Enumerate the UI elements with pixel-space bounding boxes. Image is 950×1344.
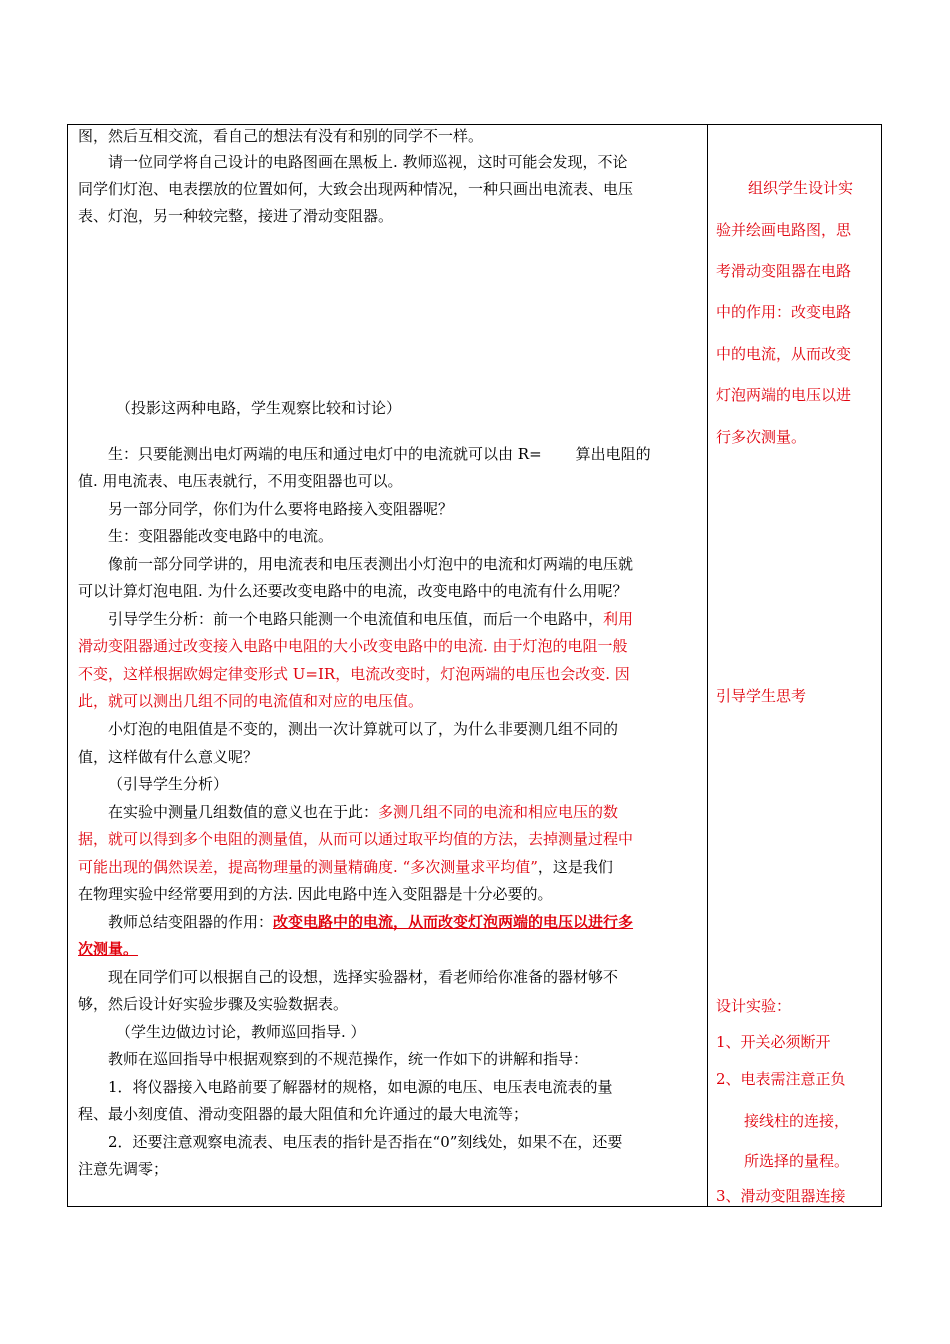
text-segment: 教师总结变阻器的作用： [108, 913, 274, 931]
emphasis-segment: 改变电路中的电流，从而改变灯泡两端的电压以进行多 [273, 913, 634, 931]
text-line: 1．将仪器接入电路前要了解器材的规格，如电源的电压、电压表电流表的量 [108, 1078, 613, 1096]
note-line: 所选择的量程。 [744, 1152, 850, 1170]
text-line [108, 608, 633, 629]
highlight-line: 此，就可以测出几组不同的电流值和对应的电压值。 [78, 692, 424, 710]
text-line: 另一部分同学，你们为什么要将电路接入变阻器呢？ [108, 500, 454, 518]
text-segment: 引导学生分析：前一个电路只能测一个电流值和电压值，而后一个电路中， [108, 610, 604, 628]
column-divider [707, 125, 708, 1206]
emphasis-line: 次测量。 [78, 940, 139, 958]
text-line: 程、最小刻度值、滑动变阻器的最大阻值和允许通过的最大电流等； [78, 1105, 529, 1123]
text-line: 在物理实验中经常要用到的方法. 因此电路中连入变阻器是十分必要的。 [78, 885, 553, 903]
note-line: 验并绘画电路图，思 [716, 221, 852, 239]
text-line: 图，然后互相交流，看自己的想法有没有和别的同学不一样。 [78, 127, 484, 145]
note-line: 中的电流，从而改变 [716, 345, 852, 363]
text-line [108, 443, 651, 464]
text-segment: 算出电阻的 [575, 445, 651, 463]
text-line: （学生边做边讨论，教师巡回指导. ） [116, 1023, 366, 1041]
text-line: 够，然后设计好实验步骤及实验数据表。 [78, 995, 349, 1013]
text-line: 2．还要注意观察电流表、电压表的指针是否指在“0”刻线处，如果不在，还要 [108, 1133, 623, 1151]
note-line: 设计实验： [716, 997, 792, 1015]
text-line: 生：变阻器能改变电路中的电流。 [108, 527, 334, 545]
text-line [78, 856, 613, 877]
note-line: 接线柱的连接， [744, 1112, 850, 1130]
highlight-line: 滑动变阻器通过改变接入电路中电阻的大小改变电路中的电流. 由于灯泡的电阻一般 [78, 637, 628, 655]
text-line: 表、灯泡，另一种较完整，接进了滑动变阻器。 [78, 207, 394, 225]
text-line: （投影这两种电路，学生观察比较和讨论） [116, 399, 402, 417]
text-line: 可以计算灯泡电阻. 为什么还要改变电路中的电流，改变电路中的电流有什么用呢？ [78, 582, 628, 600]
note-line: 行多次测量。 [716, 428, 807, 446]
text-line: 值，这样做有什么意义呢？ [78, 748, 259, 766]
text-line: 小灯泡的电阻值是不变的，测出一次计算就可以了，为什么非要测几组不同的 [108, 720, 619, 738]
highlight-line: 据，就可以得到多个电阻的测量值，从而可以通过取平均值的方法，去掉测量过程中 [78, 830, 634, 848]
note-line: 考滑动变阻器在电路 [716, 262, 852, 280]
lesson-table [67, 124, 882, 1207]
note-line: 1、开关必须断开 [716, 1033, 831, 1051]
text-line: 值. 用电流表、电压表就行，不用变阻器也可以。 [78, 472, 403, 490]
note-line: 引导学生思考 [716, 687, 807, 705]
highlight-segment: 多测几组不同的电流和相应电压的数 [378, 803, 619, 821]
highlight-segment: 利用 [603, 610, 634, 628]
text-segment: 生：只要能测出电灯两端的电压和通过电灯中的电流就可以由 R= [108, 445, 542, 463]
text-line: 同学们灯泡、电表摆放的位置如何，大致会出现两种情况，一种只画出电流表、电压 [78, 180, 634, 198]
text-line [108, 801, 618, 822]
text-line: 请一位同学将自己设计的电路图画在黑板上. 教师巡视，这时可能会发现，不论 [108, 153, 628, 171]
text-segment: ，这是我们 [537, 858, 613, 876]
text-line: 现在同学们可以根据自己的设想，选择实验器材，看老师给你准备的器材够不 [108, 968, 619, 986]
highlight-segment: 可能出现的偶然误差，提高物理量的测量精确度. “多次测量求平均值” [78, 858, 538, 876]
note-line: 组织学生设计实 [748, 179, 854, 197]
text-line: 注意先调零； [78, 1160, 169, 1178]
text-segment: 在实验中测量几组数值的意义也在于此： [108, 803, 379, 821]
note-line: 3、滑动变阻器连接 [716, 1187, 846, 1205]
text-line: （引导学生分析） [108, 775, 229, 793]
note-line: 2、电表需注意正负 [716, 1070, 846, 1088]
highlight-line: 不变，这样根据欧姆定律变形式 U=IR，电流改变时，灯泡两端的电压也会改变. 因 [78, 665, 630, 683]
note-line: 灯泡两端的电压以进 [716, 386, 852, 404]
text-line [108, 911, 633, 932]
text-line: 教师在巡回指导中根据观察到的不规范操作，统一作如下的讲解和指导： [108, 1050, 589, 1068]
text-line: 像前一部分同学讲的，用电流表和电压表测出小灯泡中的电流和灯两端的电压就 [108, 555, 634, 573]
note-line: 中的作用：改变电路 [716, 303, 852, 321]
